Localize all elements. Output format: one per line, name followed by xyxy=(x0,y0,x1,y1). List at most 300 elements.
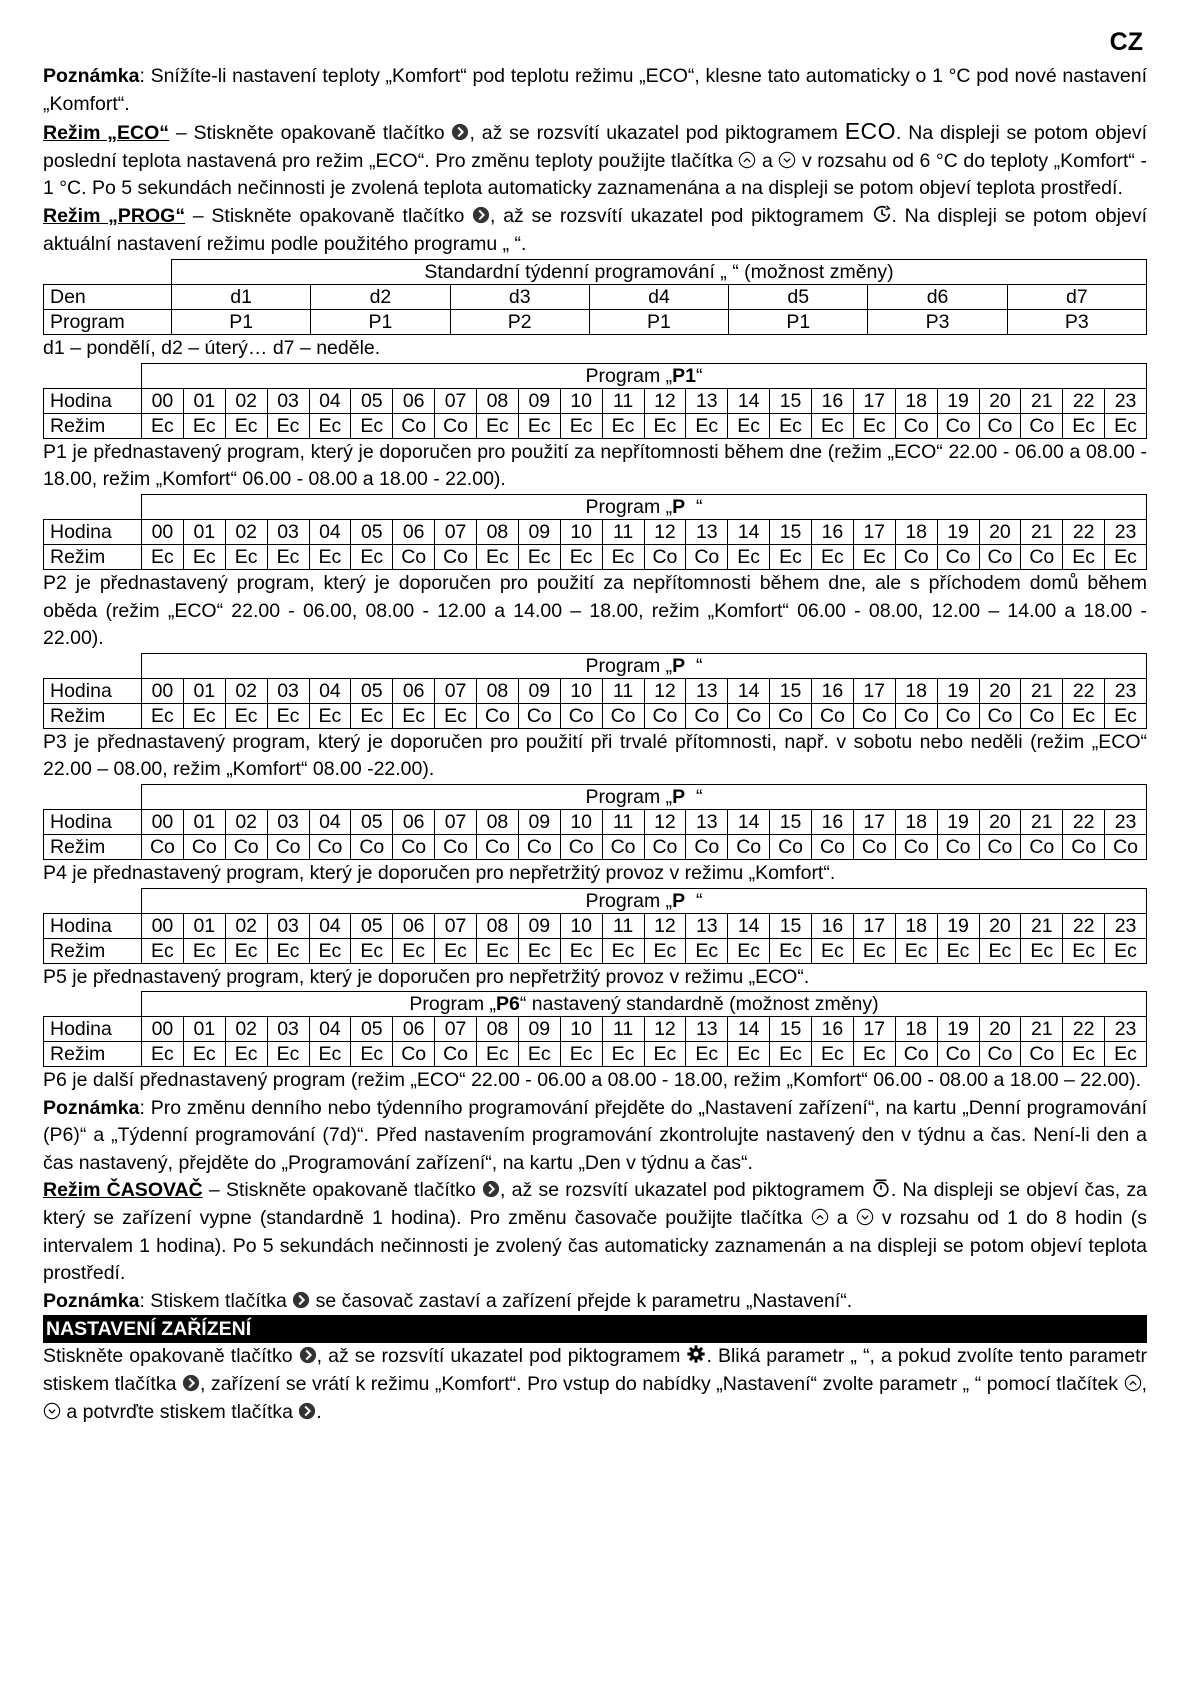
mode-cell: Ec xyxy=(142,938,184,963)
mode-cell: Co xyxy=(895,703,937,728)
program-title-text: Program „ xyxy=(585,364,673,387)
hour-cell: 11 xyxy=(602,1017,644,1042)
hour-cell: 18 xyxy=(895,678,937,703)
note-text: : Stiskem tlačítka xyxy=(139,1289,293,1312)
hour-cell: 06 xyxy=(393,519,435,544)
timer-mode-paragraph xyxy=(43,1177,1147,1287)
mode-cell: Ec xyxy=(477,544,519,569)
mode-cell: Co xyxy=(895,413,937,438)
mode-cell: Ec xyxy=(309,938,351,963)
hour-cell: 07 xyxy=(435,1017,477,1042)
mode-cell: Ec xyxy=(1021,938,1063,963)
program-title-text: “ xyxy=(685,785,703,808)
hour-cell: 23 xyxy=(1105,1017,1147,1042)
hour-cell: 16 xyxy=(812,913,854,938)
mode-cell: Co xyxy=(393,834,435,859)
table-row xyxy=(44,888,1147,913)
mode-cell: Ec xyxy=(142,1042,184,1067)
mode-cell: Co xyxy=(1021,834,1063,859)
hour-cell: 05 xyxy=(351,1017,393,1042)
hour-cell: 03 xyxy=(267,1017,309,1042)
hour-cell: 23 xyxy=(1105,913,1147,938)
settings-text: . Bliká parametr „ “, a pokud zvolíte tento parametr stiskem tlačítka xyxy=(43,1345,1147,1396)
hour-cell: 17 xyxy=(853,388,895,413)
hour-cell: 05 xyxy=(351,809,393,834)
hour-cell: 21 xyxy=(1021,809,1063,834)
table-row xyxy=(44,363,1147,388)
program-title xyxy=(142,784,1147,809)
hour-cell: 11 xyxy=(602,809,644,834)
hour-cell: 19 xyxy=(937,1017,979,1042)
table-cell xyxy=(44,494,142,519)
daily-program-table xyxy=(43,653,1147,729)
mode-cell: Co xyxy=(812,703,854,728)
mode-cell: Ec xyxy=(937,938,979,963)
hour-cell: 18 xyxy=(895,1017,937,1042)
hour-cell: 02 xyxy=(225,913,267,938)
weekly-program-table xyxy=(43,259,1147,335)
mode-cell: Co xyxy=(895,1042,937,1067)
next-button-icon xyxy=(182,1374,200,1392)
mode-cell: Ec xyxy=(183,703,225,728)
hour-cell: 03 xyxy=(267,913,309,938)
hour-cell: 08 xyxy=(477,809,519,834)
mode-cell: Co xyxy=(895,834,937,859)
prog-mode-title: Režim „PROG“ xyxy=(43,204,186,227)
language-code: CZ xyxy=(1109,28,1143,56)
mode-cell: Co xyxy=(812,834,854,859)
mode-cell: Co xyxy=(435,413,477,438)
hour-cell: 15 xyxy=(770,519,812,544)
program-description: P5 je přednastavený program, který je doporučen pro nepřetržitý provoz v režimu „ECO“. xyxy=(43,965,810,988)
daily-program-table xyxy=(43,494,1147,570)
day-cell: d3 xyxy=(450,285,589,310)
hour-cell: 14 xyxy=(728,913,770,938)
hour-cell: 20 xyxy=(979,809,1021,834)
hour-cell: 19 xyxy=(937,388,979,413)
hour-cell: 10 xyxy=(560,519,602,544)
hour-cell: 01 xyxy=(183,1017,225,1042)
hour-cell: 16 xyxy=(812,809,854,834)
hour-cell: 21 xyxy=(1021,388,1063,413)
row-label: Hodina xyxy=(44,388,142,413)
mode-cell: Ec xyxy=(602,938,644,963)
hour-cell: 10 xyxy=(560,388,602,413)
mode-cell: Ec xyxy=(602,1042,644,1067)
table-cell xyxy=(44,992,142,1017)
table-row xyxy=(44,703,1147,728)
mode-cell: Ec xyxy=(309,703,351,728)
program-title-text: “ xyxy=(685,495,703,518)
mode-cell: Ec xyxy=(183,413,225,438)
hour-cell: 12 xyxy=(644,388,686,413)
eco-text: . Na displeji se potom objeví poslední teplota nastavená pro režim „ECO“. Pro změnu teploty použijte tlačítka xyxy=(43,122,1148,172)
hour-cell: 10 xyxy=(560,913,602,938)
mode-cell: Ec xyxy=(477,413,519,438)
program-title-text: “ xyxy=(685,654,703,677)
program-title xyxy=(142,653,1147,678)
settings-text: a potvrďte stiskem tlačítka xyxy=(61,1400,299,1423)
program-description: P4 je přednastavený program, který je doporučen pro nepřetržitý provoz v režimu „Komfort“. xyxy=(43,861,836,884)
hour-cell: 21 xyxy=(1021,1017,1063,1042)
mode-cell: Co xyxy=(853,703,895,728)
next-button-icon xyxy=(298,1402,316,1420)
mode-cell: Ec xyxy=(225,413,267,438)
table-row xyxy=(44,519,1147,544)
mode-cell: Co xyxy=(142,834,184,859)
mode-cell: Ec xyxy=(225,1042,267,1067)
clock-icon xyxy=(872,204,892,224)
settings-paragraph xyxy=(43,1343,1147,1426)
hour-cell: 14 xyxy=(728,1017,770,1042)
note-text: se časovač zastaví a zařízení přejde k parametru „Nastavení“. xyxy=(310,1289,853,1312)
program-title-text: Program „ xyxy=(585,785,673,808)
hour-cell: 12 xyxy=(644,519,686,544)
mode-cell: Co xyxy=(267,834,309,859)
hour-cell: 17 xyxy=(853,1017,895,1042)
mode-cell: Ec xyxy=(518,544,560,569)
hour-cell: 23 xyxy=(1105,388,1147,413)
hour-cell: 00 xyxy=(142,388,184,413)
hour-cell: 15 xyxy=(770,1017,812,1042)
note-text: : Snížíte-li nastavení teploty „Komfort“ pod teplotu režimu „ECO“, klesne tato automaticky o 1 °C pod nové nastavení „Komfort“. xyxy=(43,65,1147,115)
table-row xyxy=(44,913,1147,938)
hour-cell: 18 xyxy=(895,913,937,938)
mode-cell: Co xyxy=(351,834,393,859)
hour-cell: 08 xyxy=(477,519,519,544)
mode-cell: Ec xyxy=(142,413,184,438)
hour-cell: 20 xyxy=(979,678,1021,703)
hour-cell: 21 xyxy=(1021,519,1063,544)
mode-cell: Co xyxy=(979,703,1021,728)
mode-cell: Ec xyxy=(1105,938,1147,963)
hour-cell: 07 xyxy=(435,678,477,703)
hour-cell: 12 xyxy=(644,1017,686,1042)
mode-cell: Co xyxy=(225,834,267,859)
down-button-icon xyxy=(778,151,796,169)
eco-pictogram: ECO xyxy=(844,118,897,145)
program-cell: P2 xyxy=(450,310,589,335)
program-title-code: P xyxy=(672,495,686,518)
mode-cell: Ec xyxy=(267,544,309,569)
hour-cell: 18 xyxy=(895,809,937,834)
table-row xyxy=(44,653,1147,678)
mode-cell: Co xyxy=(1021,544,1063,569)
hour-cell: 00 xyxy=(142,678,184,703)
mode-cell: Ec xyxy=(225,703,267,728)
hour-cell: 13 xyxy=(686,809,728,834)
note-paragraph xyxy=(43,1288,1147,1316)
mode-cell: Ec xyxy=(518,413,560,438)
mode-cell: Co xyxy=(309,834,351,859)
hour-cell: 01 xyxy=(183,913,225,938)
mode-cell: Ec xyxy=(309,544,351,569)
up-button-icon xyxy=(738,151,756,169)
table-row xyxy=(44,678,1147,703)
mode-cell: Co xyxy=(518,703,560,728)
hour-cell: 05 xyxy=(351,678,393,703)
mode-cell: Ec xyxy=(853,1042,895,1067)
mode-cell: Ec xyxy=(142,703,184,728)
hour-cell: 05 xyxy=(351,913,393,938)
hour-cell: 10 xyxy=(560,1017,602,1042)
hour-cell: 03 xyxy=(267,809,309,834)
hour-cell: 04 xyxy=(309,678,351,703)
mode-cell: Ec xyxy=(644,413,686,438)
hour-cell: 12 xyxy=(644,678,686,703)
hour-cell: 22 xyxy=(1063,519,1105,544)
table-row xyxy=(44,413,1147,438)
table-row xyxy=(44,494,1147,519)
hour-cell: 13 xyxy=(686,519,728,544)
hour-cell: 00 xyxy=(142,913,184,938)
timer-text: . Na displeji se objeví čas, za který se zařízení vypne (standardně 1 hodina). Pro změnu časovače použijte tlačítka xyxy=(43,1179,1148,1230)
hour-cell: 02 xyxy=(225,1017,267,1042)
hour-cell: 07 xyxy=(435,519,477,544)
hour-cell: 17 xyxy=(853,809,895,834)
hour-cell: 15 xyxy=(770,388,812,413)
hour-cell: 14 xyxy=(728,388,770,413)
mode-cell: Co xyxy=(686,544,728,569)
prog-mode-paragraph xyxy=(43,203,1147,258)
hour-cell: 07 xyxy=(435,913,477,938)
note-text: : Pro změnu denního nebo týdenního programování přejděte do „Nastavení zařízení“, na kartu „Denní programování (P6)“ a „Týdenní programování (7d)“. Před nastavením programování zkontrolujte nastavený den v týdnu a čas. Není-li den a čas nastavený, přejděte do „Programování zařízení“, na kartu „Den v týdnu a čas“. xyxy=(43,1096,1147,1174)
mode-cell: Ec xyxy=(183,1042,225,1067)
mode-cell: Ec xyxy=(309,1042,351,1067)
mode-cell: Ec xyxy=(393,938,435,963)
program-title-code: P1 xyxy=(672,364,697,387)
mode-cell: Co xyxy=(979,413,1021,438)
hour-cell: 15 xyxy=(770,678,812,703)
table-row xyxy=(44,544,1147,569)
mode-cell: Co xyxy=(770,703,812,728)
mode-cell: Ec xyxy=(225,938,267,963)
table-row xyxy=(44,938,1147,963)
mode-cell: Ec xyxy=(895,938,937,963)
mode-cell: Ec xyxy=(644,1042,686,1067)
timer-mode-title: Režim ČASOVAČ xyxy=(43,1179,203,1202)
row-label: Den xyxy=(44,285,172,310)
program-title-code: P xyxy=(672,785,686,808)
hour-cell: 04 xyxy=(309,519,351,544)
table-row xyxy=(44,834,1147,859)
mode-cell: Co xyxy=(728,834,770,859)
down-button-icon xyxy=(856,1208,874,1226)
next-button-icon xyxy=(482,1180,500,1198)
mode-cell: Ec xyxy=(770,413,812,438)
mode-cell: Co xyxy=(435,834,477,859)
eco-mode-paragraph xyxy=(43,118,1147,203)
mode-cell: Ec xyxy=(686,413,728,438)
day-cell: d4 xyxy=(589,285,728,310)
settings-text: , až se rozsvítí ukazatel pod piktogramem xyxy=(316,1345,687,1368)
hour-cell: 17 xyxy=(853,678,895,703)
table-row xyxy=(44,1042,1147,1067)
mode-cell: Ec xyxy=(853,544,895,569)
prog-text: . Na displeji se potom objeví aktuální nastavení režimu podle použitého programu „ “. xyxy=(43,204,1148,255)
mode-cell: Ec xyxy=(770,1042,812,1067)
mode-cell: Co xyxy=(644,834,686,859)
program-title-code: P6 xyxy=(496,993,520,1016)
eco-text: – Stiskněte opakovaně tlačítko xyxy=(169,122,452,145)
hour-cell: 17 xyxy=(853,519,895,544)
mode-cell: Co xyxy=(937,413,979,438)
mode-cell: Co xyxy=(644,703,686,728)
mode-cell: Co xyxy=(393,1042,435,1067)
mode-cell: Ec xyxy=(1105,1042,1147,1067)
prog-text: – Stiskněte opakovaně tlačítko xyxy=(185,204,473,227)
daily-program-table xyxy=(43,784,1147,860)
day-cell: d7 xyxy=(1007,285,1146,310)
hour-cell: 01 xyxy=(183,809,225,834)
program-cell: P3 xyxy=(1007,310,1146,335)
hour-cell: 19 xyxy=(937,809,979,834)
settings-text: , zařízení se vrátí k režimu „Komfort“. Pro vstup do nabídky „Nastavení“ zvolte parametr „ “ pomocí tlačítek xyxy=(199,1373,1124,1396)
program-title-text: “ xyxy=(696,364,703,387)
hour-cell: 13 xyxy=(686,1017,728,1042)
mode-cell: Co xyxy=(937,834,979,859)
hour-cell: 13 xyxy=(686,913,728,938)
section-heading: NASTAVENÍ ZAŘÍZENÍ xyxy=(43,1315,1147,1343)
hour-cell: 08 xyxy=(477,1017,519,1042)
table-row xyxy=(44,285,1147,310)
mode-cell: Ec xyxy=(435,938,477,963)
timer-text: v rozsahu od 1 do 8 hodin (s intervalem 1 hodina). Po 5 sekundách nečinnosti je zvolený čas automaticky zaznamenán a na displeji se potom objeví teplota prostředí. xyxy=(43,1207,1147,1285)
hour-cell: 22 xyxy=(1063,913,1105,938)
note-label: Poznámka xyxy=(43,65,140,87)
mode-cell: Ec xyxy=(351,544,393,569)
row-label: Hodina xyxy=(44,913,142,938)
hour-cell: 19 xyxy=(937,913,979,938)
mode-cell: Co xyxy=(1063,834,1105,859)
mode-cell: Ec xyxy=(518,938,560,963)
hour-cell: 04 xyxy=(309,1017,351,1042)
mode-cell: Ec xyxy=(518,1042,560,1067)
hour-cell: 02 xyxy=(225,388,267,413)
hour-cell: 17 xyxy=(853,913,895,938)
hour-cell: 10 xyxy=(560,809,602,834)
mode-cell: Ec xyxy=(477,938,519,963)
hour-cell: 09 xyxy=(518,519,560,544)
daily-program-table xyxy=(43,991,1147,1067)
mode-cell: Ec xyxy=(1063,703,1105,728)
mode-cell: Ec xyxy=(812,938,854,963)
hour-cell: 16 xyxy=(812,1017,854,1042)
mode-cell: Co xyxy=(435,544,477,569)
program-title-text: Program „ xyxy=(585,889,673,912)
hour-cell: 16 xyxy=(812,678,854,703)
mode-cell: Co xyxy=(1021,703,1063,728)
table-row xyxy=(44,260,1147,285)
hour-cell: 06 xyxy=(393,913,435,938)
hour-cell: 01 xyxy=(183,678,225,703)
hour-cell: 12 xyxy=(644,913,686,938)
mode-cell: Ec xyxy=(267,413,309,438)
hour-cell: 13 xyxy=(686,678,728,703)
timer-text: – Stiskněte opakovaně tlačítko xyxy=(202,1179,483,1202)
day-cell: d5 xyxy=(729,285,868,310)
hour-cell: 21 xyxy=(1021,913,1063,938)
hour-cell: 14 xyxy=(728,519,770,544)
hour-cell: 09 xyxy=(518,809,560,834)
hour-cell: 16 xyxy=(812,519,854,544)
hour-cell: 15 xyxy=(770,809,812,834)
mode-cell: Co xyxy=(937,703,979,728)
hour-cell: 08 xyxy=(477,388,519,413)
mode-cell: Ec xyxy=(351,938,393,963)
mode-cell: Co xyxy=(937,544,979,569)
note-label: Poznámka xyxy=(43,1096,140,1119)
timer-text: a xyxy=(828,1207,856,1230)
row-label: Režim xyxy=(44,413,142,438)
day-cell: d6 xyxy=(868,285,1007,310)
mode-cell: Ec xyxy=(560,938,602,963)
hour-cell: 23 xyxy=(1105,678,1147,703)
hour-cell: 19 xyxy=(937,678,979,703)
hour-cell: 09 xyxy=(518,678,560,703)
hour-cell: 11 xyxy=(602,678,644,703)
hour-cell: 05 xyxy=(351,519,393,544)
hour-cell: 11 xyxy=(602,388,644,413)
day-cell: d2 xyxy=(311,285,450,310)
hour-cell: 03 xyxy=(267,388,309,413)
row-label: Režim xyxy=(44,834,142,859)
mode-cell: Ec xyxy=(142,544,184,569)
hour-cell: 20 xyxy=(979,519,1021,544)
hour-cell: 20 xyxy=(979,1017,1021,1042)
hour-cell: 20 xyxy=(979,388,1021,413)
mode-cell: Co xyxy=(435,1042,477,1067)
mode-cell: Co xyxy=(770,834,812,859)
mode-cell: Ec xyxy=(812,413,854,438)
hour-cell: 04 xyxy=(309,913,351,938)
hour-cell: 20 xyxy=(979,913,1021,938)
program-cell: P3 xyxy=(868,310,1007,335)
hour-cell: 04 xyxy=(309,809,351,834)
next-button-icon xyxy=(299,1346,317,1364)
mode-cell: Ec xyxy=(728,413,770,438)
row-label: Režim xyxy=(44,544,142,569)
daily-programs xyxy=(43,363,1147,1095)
row-label: Hodina xyxy=(44,1017,142,1042)
next-button-icon xyxy=(451,123,469,141)
hour-cell: 22 xyxy=(1063,388,1105,413)
hour-cell: 06 xyxy=(393,388,435,413)
mode-cell: Co xyxy=(979,1042,1021,1067)
mode-cell: Co xyxy=(686,703,728,728)
eco-text: , až se rozsvítí ukazatel pod piktogramem xyxy=(469,122,845,145)
program-cell: P1 xyxy=(589,310,728,335)
hour-cell: 01 xyxy=(183,519,225,544)
daily-program-table xyxy=(43,363,1147,439)
table-cell xyxy=(44,784,142,809)
mode-cell: Ec xyxy=(1063,413,1105,438)
hour-cell: 11 xyxy=(602,519,644,544)
hour-cell: 22 xyxy=(1063,678,1105,703)
mode-cell: Ec xyxy=(1105,413,1147,438)
program-title-code: P xyxy=(672,654,686,677)
mode-cell: Ec xyxy=(853,938,895,963)
mode-cell: Co xyxy=(602,834,644,859)
mode-cell: Ec xyxy=(979,938,1021,963)
hour-cell: 09 xyxy=(518,913,560,938)
hour-cell: 06 xyxy=(393,1017,435,1042)
mode-cell: Ec xyxy=(1063,1042,1105,1067)
table-row xyxy=(44,310,1147,335)
mode-cell: Ec xyxy=(309,413,351,438)
mode-cell: Ec xyxy=(728,1042,770,1067)
hour-cell: 06 xyxy=(393,678,435,703)
